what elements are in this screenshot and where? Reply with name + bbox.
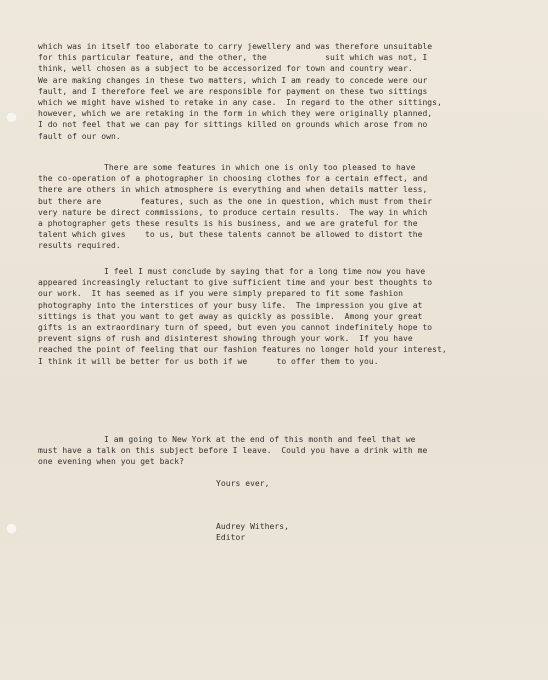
text-line: however, which we are retaking in the form in which they were originally planned, (38, 109, 433, 119)
text-line: sittings is that you want to get away as quickly as possible. Among your great (38, 311, 423, 321)
text-line: which was in itself too elaborate to carry jewellery and was therefore unsuitable (38, 42, 433, 51)
text-line: there are others in which atmosphere is everything and when details matter less, (38, 185, 428, 195)
punch-hole (6, 523, 17, 534)
text-line: reached the point of feeling that our fashion features no longer hold your interest, (38, 345, 447, 355)
text-line: fault of our own. (38, 131, 121, 141)
closing-block (38, 478, 516, 489)
text-line: but there are features, such as the one in question, which must from their (38, 196, 433, 206)
signature-title: Editor (216, 533, 246, 543)
text-line: a photographer gets these results is his business, and we are grateful for the (38, 219, 418, 229)
text-line: results required. (38, 241, 121, 251)
text-line: must have a talk on this subject before I leave. Could you have a drink with me (38, 446, 428, 456)
paragraph-2 (38, 162, 516, 252)
text-line: gifts is an extraordinary turn of speed, but even you cannot indefinitely hope to (38, 323, 433, 333)
text-line: fault, and I therefore feel we are responsible for payment on these two sittings (38, 86, 428, 96)
text-line: which we might have wished to retake in any case. In regard to the other sittings, (38, 98, 442, 108)
text-line: talent which gives to us, but these talents cannot be allowed to distort the (38, 230, 423, 240)
text-line: We are making changes in these two matters, which I am ready to concede were our (38, 75, 428, 85)
text-line: photography into the interstices of your busy life. The impression you give at (38, 300, 423, 310)
text-line: think, well chosen as a subject to be accessorized for town and country wear. (38, 64, 413, 74)
paragraph-1 (38, 41, 516, 142)
punch-hole (6, 112, 17, 123)
signature-name: Audrey Withers, (216, 522, 289, 531)
signature-block (38, 521, 516, 543)
closing: Yours ever, (216, 479, 270, 488)
paragraph-4 (38, 434, 516, 468)
text-line: one evening when you get back? (38, 457, 184, 467)
text-line: I feel I must conclude by saying that for a long time now you have (104, 267, 426, 276)
text-line: the co-operation of a photographer in choosing clothes for a certain effect, and (38, 174, 428, 184)
text-line: I think it will be better for us both if we to offer them to you. (38, 356, 379, 366)
text-line: There are some features in which one is only too pleased to have (104, 163, 416, 172)
text-line: very nature be direct commissions, to produce certain results. The way in which (38, 207, 428, 217)
text-line: our work. It has seemed as if you were simply prepared to fit some fashion (38, 289, 403, 299)
text-line: I am going to New York at the end of this month and feel that we (104, 435, 416, 444)
paragraph-3 (38, 266, 516, 367)
text-line: prevent signs of rush and disinterest showing through your work. If you have (38, 334, 413, 344)
text-line: for this particular feature, and the other, the suit which was not, I (38, 53, 428, 63)
text-line: appeared increasingly reluctant to give sufficient time and your best thoughts to (38, 278, 433, 288)
text-line: I do not feel that we can pay for sittings killed on grounds which arose from no (38, 120, 428, 130)
